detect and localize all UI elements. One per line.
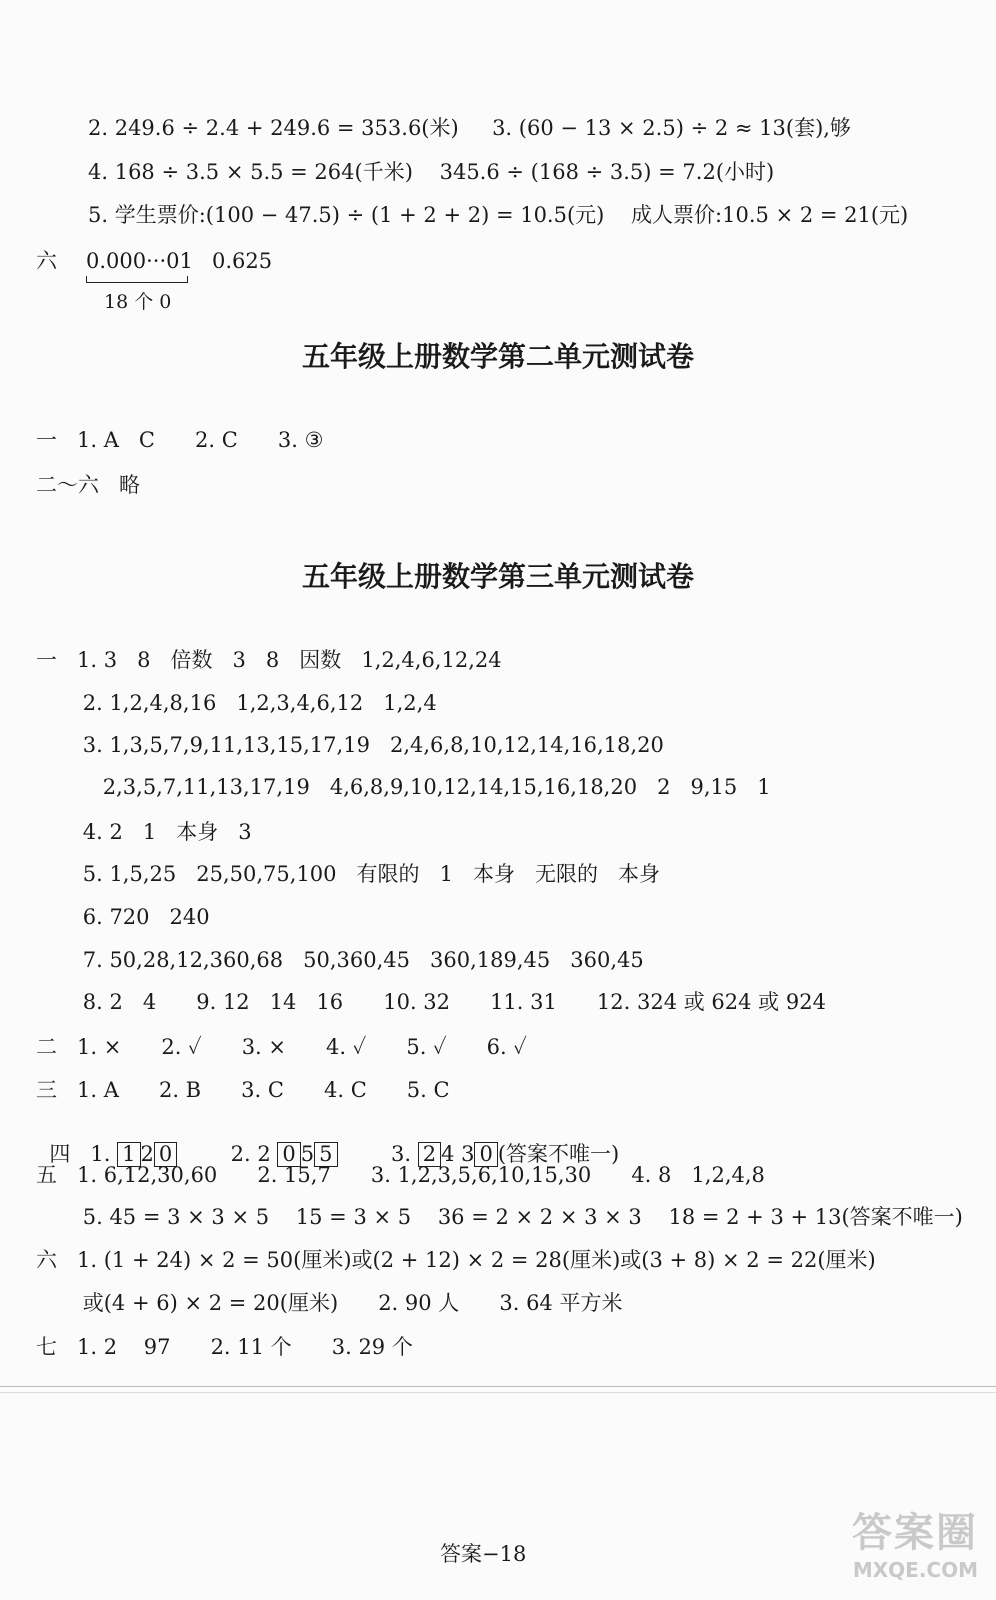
item-number: 2. 2 <box>230 1142 271 1166</box>
section-label: 四 <box>49 1142 71 1166</box>
boxed-digit: 1 <box>117 1142 140 1167</box>
answer-line: 3. 1,3,5,7,9,11,13,15,17,19 2,4,6,8,10,12,14,16,18,20 <box>36 733 664 757</box>
answer-line: 5. 45 = 3 × 3 × 5 15 = 3 × 5 36 = 2 × 2 × 3 × 3 18 = 2 + 3 + 13(答案不唯一) <box>36 1205 963 1229</box>
answer-line: 六 1. (1 + 24) × 2 = 50(厘米)或(2 + 12) × 2 = 28(厘米)或(3 + 8) × 2 = 22(厘米) <box>36 1248 876 1272</box>
answer-line: 5. 1,5,25 25,50,75,100 有限的 1 本身 无限的 本身 <box>36 862 661 886</box>
digit: 5 <box>300 1142 315 1166</box>
answer-line: 4. 168 ÷ 3.5 × 5.5 = 264(千米) 345.6 ÷ (168 ÷ 3.5) = 7.2(小时) <box>88 160 775 184</box>
divider <box>0 1392 996 1393</box>
watermark <box>852 1501 978 1582</box>
answer-line: 7. 50,28,12,360,68 50,360,45 360,189,45 360,45 <box>36 948 644 972</box>
answer-line: 2,3,5,7,11,13,17,19 4,6,8,9,10,12,14,15,16,18,20 2 9,15 1 <box>36 775 771 799</box>
boxed-digit: 5 <box>314 1142 337 1167</box>
answer-line: 5. 学生票价:(100 − 47.5) ÷ (1 + 2 + 2) = 10.5(元) 成人票价:10.5 × 2 = 21(元) <box>88 203 909 227</box>
boxed-digit: 2 <box>418 1142 441 1167</box>
answer-line: 一 1. A C 2. C 3. ③ <box>36 428 324 452</box>
answer-line: 2. 249.6 ÷ 2.4 + 249.6 = 353.6(米) 3. (60 − 13 × 2.5) ÷ 2 ≈ 13(套),够 <box>88 116 851 140</box>
brace-note: 18 个 0 <box>104 291 172 313</box>
answer-line: 8. 2 4 9. 12 14 16 10. 32 11. 31 12. 324 或 624 或 924 <box>36 990 826 1014</box>
answer-line: 一 1. 3 8 倍数 3 8 因数 1,2,4,6,12,24 <box>36 648 502 672</box>
page-number: 答案−18 <box>440 1542 527 1566</box>
boxed-digit: 0 <box>474 1142 497 1167</box>
watermark-url: MXQE.COM <box>852 1558 978 1582</box>
section-title: 五年级上册数学第二单元测试卷 <box>301 340 694 373</box>
answer-line: 二 1. × 2. ✓ 3. × 4. ✓ 5. ✓ 6. ✓ <box>36 1035 527 1059</box>
note: (答案不唯一) <box>497 1142 620 1166</box>
section-title: 五年级上册数学第三单元测试卷 <box>301 560 694 593</box>
answer-value: 0.000···01 <box>86 249 193 273</box>
answer-line: 或(4 + 6) × 2 = 20(厘米) 2. 90 人 3. 64 平方米 <box>36 1291 623 1315</box>
answer-line: 三 1. A 2. B 3. C 4. C 5. C <box>36 1078 450 1102</box>
section-label: 六 <box>36 249 57 273</box>
answer-line: 4. 2 1 本身 3 <box>36 820 252 844</box>
answer-value: 0.625 <box>212 249 273 273</box>
answer-line-boxed <box>36 1121 619 1167</box>
divider <box>0 1386 996 1387</box>
underbrace <box>86 276 188 283</box>
answer-line: 七 1. 2 97 2. 11 个 3. 29 个 <box>36 1335 413 1359</box>
item-number: 3. <box>390 1142 411 1166</box>
boxed-digit: 0 <box>277 1142 300 1167</box>
item-number: 1. <box>90 1142 111 1166</box>
answer-line: 2. 1,2,4,8,16 1,2,3,4,6,12 1,2,4 <box>36 691 437 715</box>
answer-line: 二～六 略 <box>36 473 141 497</box>
digit: 2 <box>140 1142 154 1166</box>
watermark-logo: 答案圈 <box>852 1510 978 1556</box>
answer-line: 五 1. 6,12,30,60 2. 15,7 3. 1,2,3,5,6,10,15,30 4. 8 1,2,4,8 <box>36 1163 765 1187</box>
boxed-digit: 0 <box>154 1142 177 1167</box>
digit: 4 3 <box>441 1142 475 1166</box>
answer-line: 6. 720 240 <box>36 905 210 929</box>
